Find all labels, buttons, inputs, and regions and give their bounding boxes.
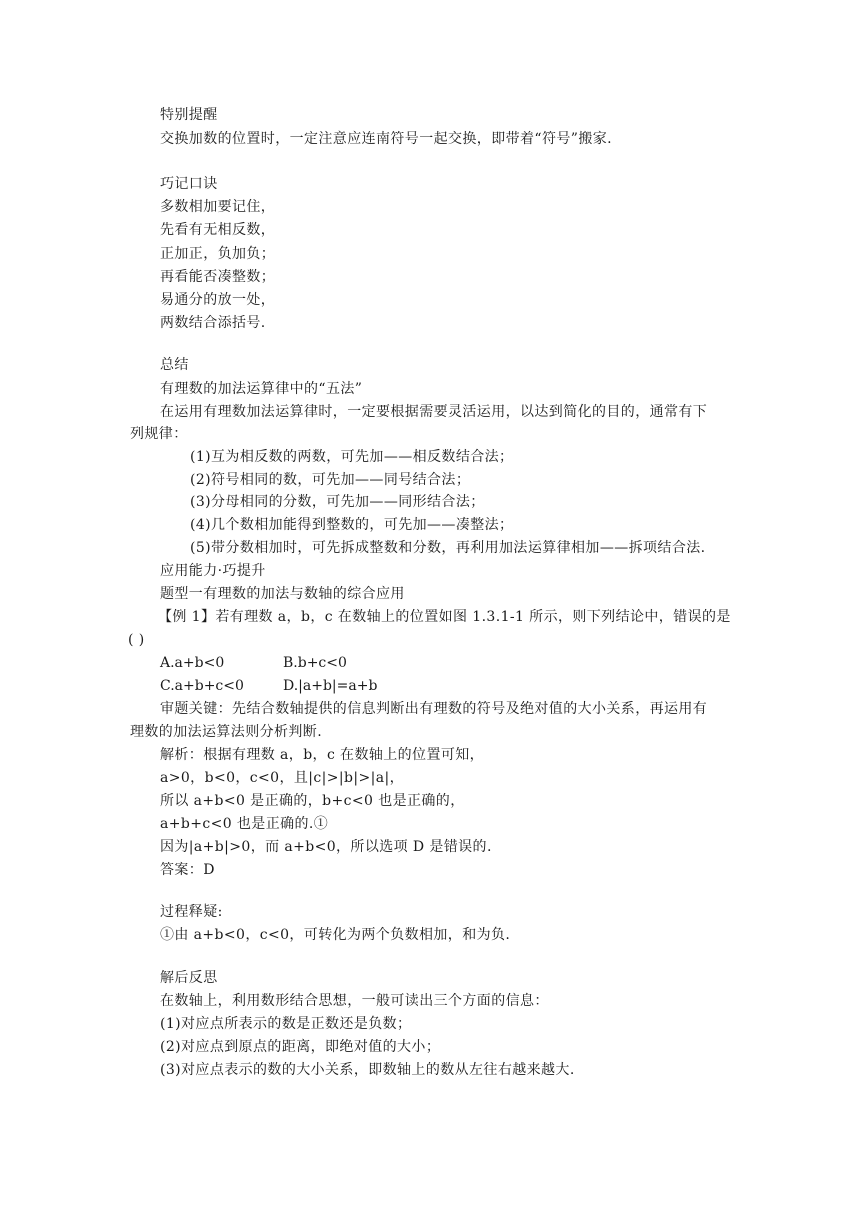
tip-text: 交换加数的位置时，一定注意应连南符号一起交换，即带着“符号”搬家.	[160, 131, 612, 147]
example-question	[158, 607, 731, 627]
option-d: D.|a+b|=a+b	[283, 678, 378, 694]
mnemonic-line: 再看能否凑整数；	[160, 269, 276, 285]
key-point-cont: 理数的加法运算法则分析判断.	[130, 724, 323, 740]
option-b: B.b+c<0	[283, 655, 347, 671]
mnemonic-line: 正加正，负加负；	[160, 246, 276, 262]
reflect-line: (2)对应点到原点的距离，即绝对值的大小；	[160, 1039, 441, 1055]
summary-rule: (1)互为相反数的两数，可先加——相反数结合法；	[190, 449, 514, 465]
answer-bracket: ( )	[128, 632, 145, 648]
summary-rule: (5)带分数相加时，可先拆成整数和分数，再利用加法运算律相加——拆项结合法.	[190, 540, 706, 556]
analysis-line: 因为|a+b|>0，而 a+b<0，所以选项 D 是错误的.	[160, 839, 492, 855]
analysis-line: a>0，b<0，c<0，且|c|>|b|>|a|，	[160, 770, 404, 786]
mnemonic-line: 易通分的放一处，	[160, 292, 276, 308]
option-c: C.a+b+c<0	[160, 678, 244, 694]
mnemonic-line: 两数结合添括号.	[160, 315, 266, 331]
explain-heading: 过程释疑:	[160, 904, 223, 920]
question-type-title: 题型一有理数的加法与数轴的综合应用	[160, 586, 405, 602]
reflect-line: (3)对应点表示的数的大小关系，即数轴上的数从左往右越来越大.	[160, 1062, 575, 1078]
analysis-line: 所以 a+b<0 是正确的，b+c<0 也是正确的，	[160, 793, 465, 809]
reflect-line: 在数轴上，利用数形结合思想，一般可读出三个方面的信息：	[160, 993, 549, 1009]
tip-heading: 特别提醒	[160, 107, 218, 123]
mnemonic-line: 先看有无相反数，	[160, 222, 276, 238]
summary-rule: (2)符号相同的数，可先加——同号结合法；	[190, 472, 471, 488]
summary-rule: (3)分母相同的分数，可先加——同形结合法；	[190, 494, 485, 510]
explain-text: ①由 a+b<0，c<0，可转化为两个负数相加，和为负.	[160, 927, 511, 943]
option-a: A.a+b<0	[160, 655, 225, 671]
example-label: 【例 1】	[158, 609, 216, 625]
mnemonic-heading: 巧记口诀	[160, 176, 218, 192]
reflect-line: (1)对应点所表示的数是正数还是负数；	[160, 1016, 412, 1032]
reflect-heading: 解后反思	[160, 970, 218, 986]
summary-heading: 总结	[160, 357, 189, 373]
analysis-line: 解析：根据有理数 a，b，c 在数轴上的位置可知，	[160, 747, 485, 763]
mnemonic-line: 多数相加要记住，	[160, 199, 276, 215]
answer-line: 答案：D	[160, 862, 215, 878]
key-point: 审题关键：先结合数轴提供的信息判断出有理数的符号及绝对值的大小关系，再运用有	[160, 701, 708, 717]
section-title: 应用能力·巧提升	[160, 563, 266, 579]
summary-rule: (4)几个数相加能得到整数的，可先加——凑整法；	[190, 517, 514, 533]
summary-intro: 在运用有理数加法运算律时，一定要根据需要灵活运用，以达到简化的目的，通常有下	[160, 404, 708, 420]
summary-intro-cont: 列规律：	[130, 426, 188, 442]
analysis-line: a+b+c<0 也是正确的.①	[160, 816, 329, 832]
example-question-text: 若有理数 a，b，c 在数轴上的位置如图 1.3.1-1 所示，则下列结论中，错误的是	[215, 609, 731, 625]
summary-subtitle: 有理数的加法运算律中的“五法”	[160, 381, 363, 397]
